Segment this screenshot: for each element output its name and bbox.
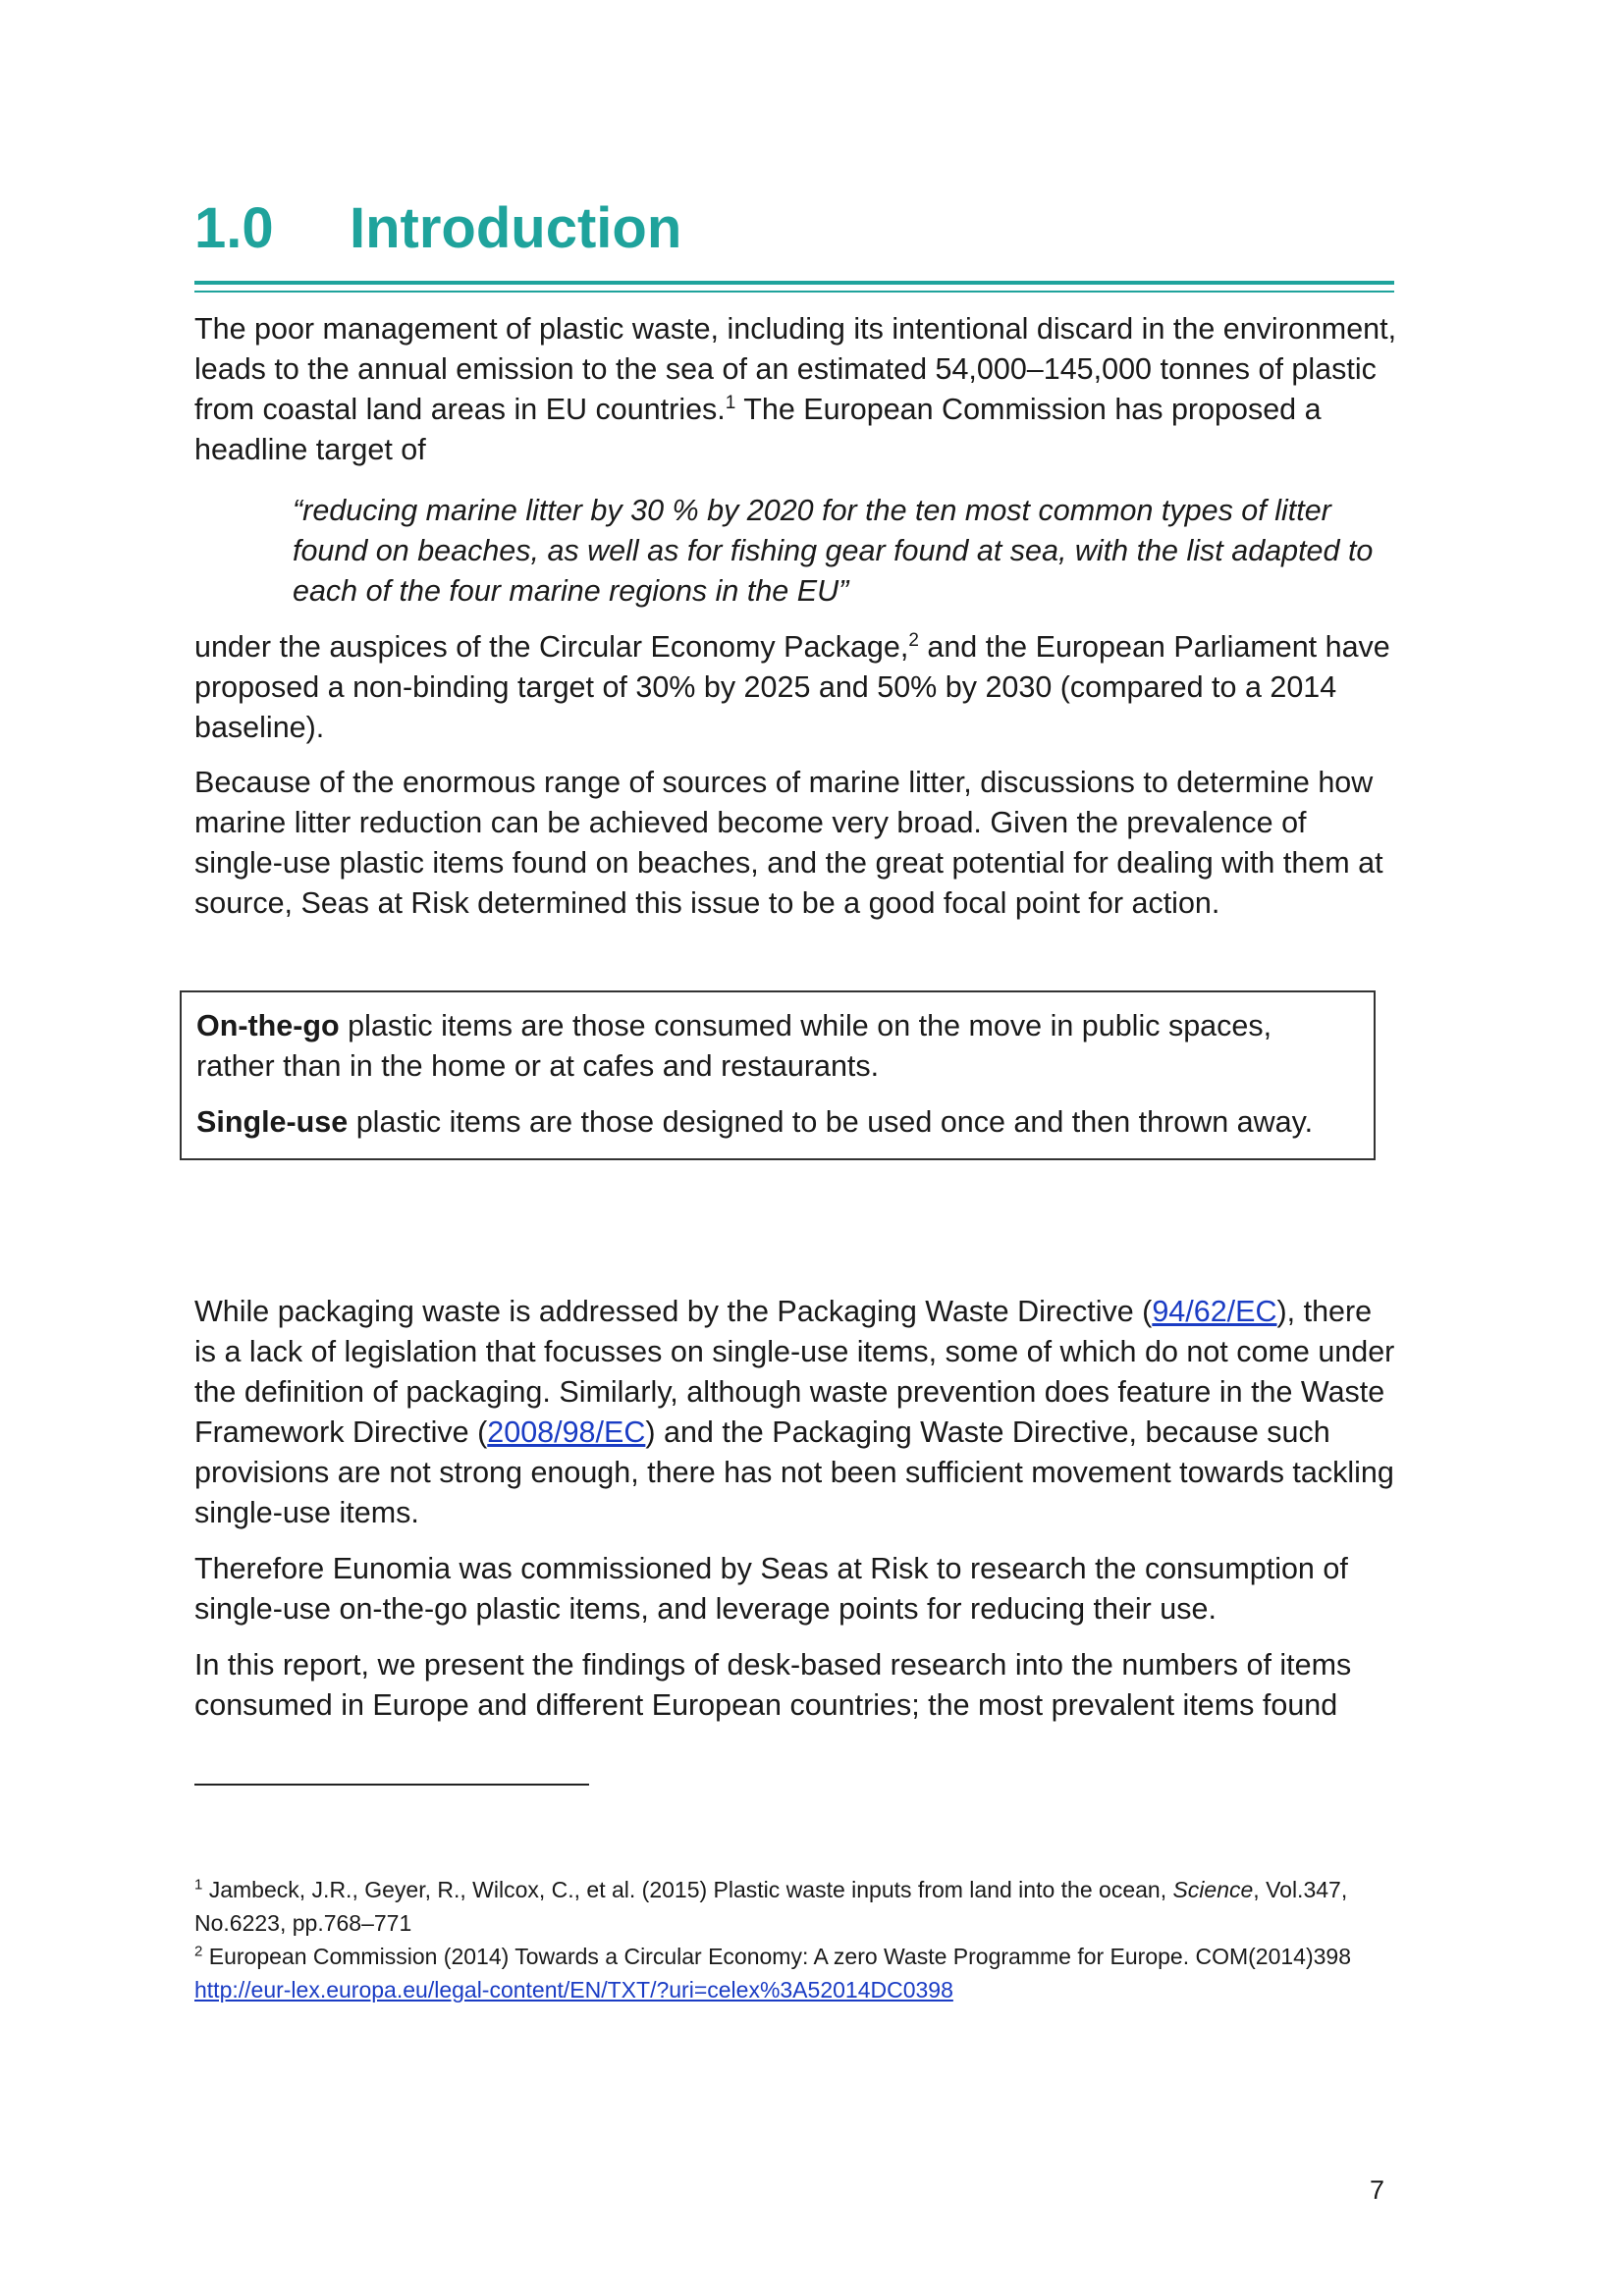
footnote-1	[194, 1873, 1402, 1940]
footnote-number: 2	[194, 1943, 203, 1960]
section-heading	[194, 194, 1392, 263]
directive-link-94-62-ec[interactable]: 94/62/EC	[1152, 1295, 1277, 1328]
eur-lex-link[interactable]: http://eur-lex.europa.eu/legal-content/EN/TXT/?uri=celex%3A52014DC0398	[194, 1977, 953, 2002]
paragraph-text: and the European Parliament have proposed a non-binding target of 30% by 2025 and 50% by 2030 (compared to a 2014 baseline).	[194, 630, 1390, 744]
paragraph-report: In this report, we present the findings of desk-based research into the numbers of items consumed in Europe and different European countries; the most prevalent items found	[194, 1648, 1352, 1722]
definitions-box	[180, 990, 1376, 1160]
directive-link-2008-98-ec[interactable]: 2008/98/EC	[487, 1415, 646, 1449]
paragraph-text: The European Commission has proposed a headline target of	[194, 393, 1322, 466]
paragraph-intro	[194, 309, 1397, 470]
footnote-ref[interactable]: 2	[908, 629, 919, 651]
definition-term: Single-use	[196, 1105, 349, 1139]
footnote-text: , Vol.347, No.6223, pp.768–771	[194, 1877, 1348, 1936]
section-title: Introduction	[350, 196, 682, 260]
paragraph-text: under the auspices of the Circular Economy Package,	[194, 630, 909, 664]
heading-rule-thin	[194, 291, 1394, 293]
footnote-ref[interactable]: 1	[725, 392, 736, 413]
paragraph-sources: Because of the enormous range of sources of marine litter, discussions to determine how marine litter reduction can be achieved become very broad. Given the prevalence of single-use plastic items found on beaches, and the great potential for dealing with them at source, Seas at Risk determined this issue to be a good focal point for action.	[194, 766, 1383, 920]
paragraph-auspices	[194, 627, 1397, 748]
footnote-italic: Science	[1172, 1877, 1254, 1902]
heading-rule-thick	[194, 281, 1394, 285]
footnote-2	[194, 1940, 1402, 2006]
footnote-text: European Commission (2014) Towards a Circular Economy: A zero Waste Programme for Europe. COM(2014)398	[202, 1944, 1352, 1969]
paragraph-text: The poor management of plastic waste, including its intentional discard in the environment, leads to the annual emission to the sea of an estimated 54,000–145,000 tonnes of plastic from coastal land areas in EU countries.	[194, 312, 1397, 426]
definition-on-the-go	[196, 1006, 1355, 1087]
paragraph-text: While packaging waste is addressed by the Packaging Waste Directive (	[194, 1295, 1153, 1328]
paragraph-text: ) and the Packaging Waste Directive, because such provisions are not strong enough, there has not been sufficient movement towards tackling single-use items.	[194, 1415, 1394, 1529]
footnote-separator	[194, 1784, 589, 1786]
page-number: 7	[1370, 2175, 1385, 2205]
footnote-number: 1	[194, 1876, 203, 1894]
section-number: 1.0	[194, 196, 274, 260]
definition-text: plastic items are those consumed while on the move in public spaces, rather than in the home or at cafes and restaurants.	[196, 1009, 1272, 1083]
definition-text: plastic items are those designed to be used once and then thrown away.	[348, 1105, 1314, 1139]
block-quote: “reducing marine litter by 30 % by 2020 for the ten most common types of litter found on beaches, as well as for fishing gear found at sea, with the list adapted to each of the four marine regions in the EU”	[293, 494, 1374, 608]
definition-single-use	[196, 1102, 1355, 1143]
definition-term: On-the-go	[196, 1009, 340, 1042]
paragraph-text: ), there is a lack of legislation that focusses on single-use items, some of which do not come under the definition of packaging. Similarly, although waste prevention does feature in the Waste Framework Directive (	[194, 1295, 1395, 1449]
paragraph-commission: Therefore Eunomia was commissioned by Seas at Risk to research the consumption of single-use on-the-go plastic items, and leverage points for reducing their use.	[194, 1552, 1348, 1626]
paragraph-legislation	[194, 1292, 1397, 1533]
footnote-text: Jambeck, J.R., Geyer, R., Wilcox, C., et al. (2015) Plastic waste inputs from land into the ocean,	[202, 1877, 1173, 1902]
